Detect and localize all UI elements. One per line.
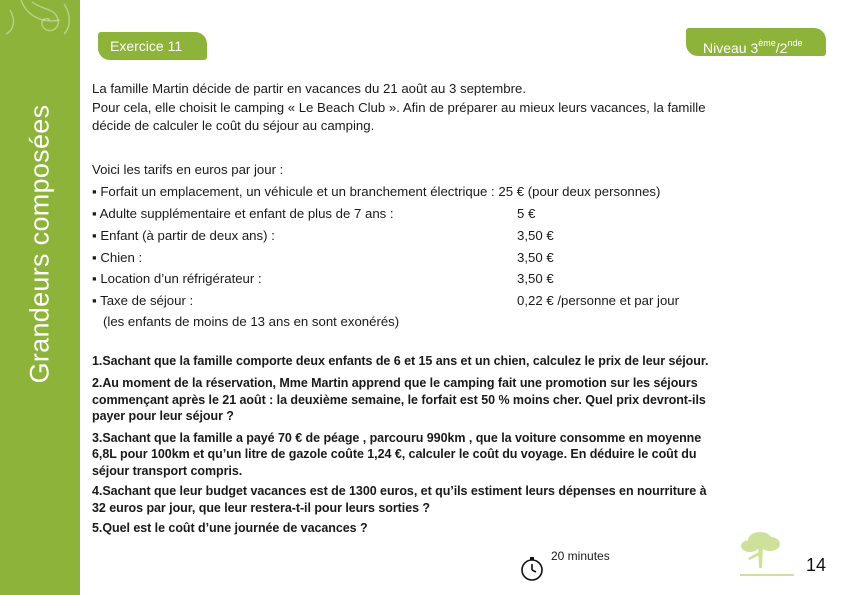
tariff-price: 5 €	[517, 206, 536, 221]
tariff-label: ▪ Location d’un réfrigérateur :	[92, 271, 262, 286]
tariffs-heading: Voici les tarifs en euros par jour :	[92, 162, 284, 177]
tariff-label: ▪ Taxe de séjour :	[92, 293, 194, 308]
tariff-price: 3,50 €	[517, 271, 554, 286]
tariff-note: (les enfants de moins de 13 ans en sont exonérés)	[92, 314, 400, 329]
level-sup-1: ème	[758, 38, 776, 48]
tariff-label: ▪ Chien :	[92, 250, 143, 265]
tariff-row	[92, 205, 536, 223]
tree-logo-icon	[738, 528, 794, 580]
question-line: 32 euros par jour, que leur restera-t-il pour leurs sorties ?	[92, 501, 431, 515]
exercise-label: Exercice 11	[98, 32, 207, 60]
question-line: séjour transport compris.	[92, 464, 243, 478]
tariff-row	[92, 292, 680, 310]
level-sup-2: nde	[787, 38, 803, 48]
tariff-row	[92, 270, 554, 288]
timer-label: 20 minutes	[551, 549, 610, 563]
tariff-row	[92, 249, 554, 267]
question-line: 6,8L pour 100km et qu’un litre de gazole coûte 1,24 €, calculer le coût du voyage. En déduire le coût du	[92, 447, 697, 461]
question-line: 1.Sachant que la famille comporte deux enfants de 6 et 15 ans et un chien, calculez le prix de leur séjour.	[92, 354, 709, 368]
tariff-price: 3,50 €	[517, 250, 554, 265]
question-line: 2.Au moment de la réservation, Mme Martin apprend que le camping fait une promotion sur les séjours	[92, 376, 698, 390]
question-line: commençant après le 21 août : la deuxième semaine, le forfait est 50 % moins cher. Quel prix devront-ils	[92, 393, 706, 407]
tariff-label: ▪ Adulte supplémentaire et enfant de plus de 7 ans :	[92, 206, 394, 221]
question-line: 5.Quel est le coût d’une journée de vacances ?	[92, 521, 368, 535]
stopwatch-icon	[519, 556, 545, 582]
tariff-label: ▪ Enfant (à partir de deux ans) :	[92, 228, 275, 243]
tariff-label: ▪ Forfait un emplacement, un véhicule et un branchement électrique : 25 € (pour deux personnes)	[92, 184, 661, 199]
level-badge	[686, 28, 826, 56]
question-line: 4.Sachant que leur budget vacances est de 1300 euros, et qu’ils estiment leurs dépenses en nourriture à	[92, 484, 707, 498]
intro-line: La famille Martin décide de partir en vacances du 21 août au 3 septembre.	[92, 81, 526, 96]
level-separator: /2	[775, 40, 788, 56]
intro-line: Pour cela, elle choisit le camping « Le Beach Club ». Afin de préparer au mieux leurs vacances, la famille	[92, 100, 706, 115]
tariff-price: 0,22 € /personne et par jour	[517, 293, 680, 308]
tariff-row	[92, 183, 660, 201]
intro-line: décide de calculer le coût du séjour au camping.	[92, 118, 375, 133]
tariff-price: 3,50 €	[517, 228, 554, 243]
level-prefix: Niveau 3	[703, 40, 759, 56]
swirl-ornament-icon	[0, 0, 80, 70]
question-line: 3.Sachant que la famille a payé 70 € de péage , parcouru 990km , que la voiture consomme en moyenne	[92, 431, 702, 445]
page-number: 14	[806, 555, 827, 575]
sidebar-band	[0, 0, 80, 595]
tariff-row	[92, 227, 554, 245]
sidebar-title: Grandeurs composées	[24, 104, 55, 384]
question-line: payer pour leur séjour ?	[92, 409, 234, 423]
